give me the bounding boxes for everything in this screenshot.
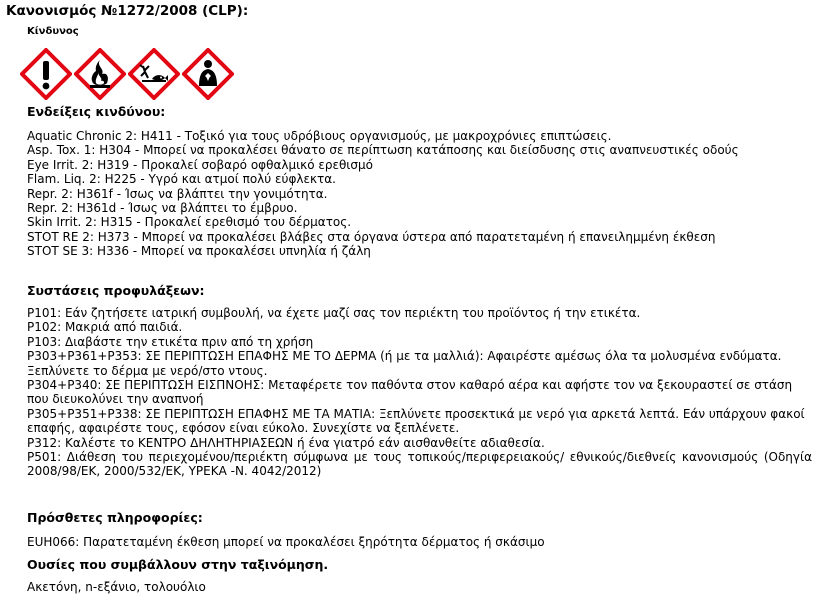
precaution-statement: P103: Διαβάστε την ετικέτα πριν από τη χρήση [27,334,314,349]
substances-heading: Ουσίες που συμβάλλουν στην ταξινόμηση. [27,557,329,572]
hazard-statement: Aquatic Chronic 2: H411 - Τοξικό για τους υδρόβιους οργανισμούς, με μακροχρόνιες επιπτώσεις. [27,129,612,143]
hazard-statement: STOT SE 3: H336 - Μπορεί να προκαλέσει υπνηλία ή ζάλη [27,244,371,259]
exclamation-mark-icon [20,48,72,100]
hazard-statement: Flam. Liq. 2: H225 - Υγρό και ατμοί πολύ εύφλεκτα. [27,172,336,187]
precaution-statement: P303+P361+P353: ΣΕ ΠΕΡΙΠΤΩΣΗ ΕΠΑΦΗΣ ΜΕ ΤΟ ΔΕΡΜΑ (ή με τα μαλλιά): Αφαιρέστε αμέσως όλα τα μολυσμένα ενδύματα. Ξεπλύνετε το δέρμα με νερό/στο ντους. [27,349,782,378]
precaution-statement: P304+P340: ΣΕ ΠΕΡΙΠΤΩΣΗ ΕΙΣΠΝΟΗΣ: Μεταφέρετε τον παθόντα στον καθαρό αέρα και αφήστε τον να ξεκουραστεί σε στάση που διευκολύνει την αναπνοή [27,378,793,407]
precaution-statement: P102: Μακριά από παιδιά. [27,320,183,335]
substances [27,580,812,594]
precaution-heading: Συστάσεις προφυλάξεων: [27,283,205,298]
regulation-title: Κανονισμός №1272/2008 (CLP): [6,3,249,19]
hazard-statements [27,129,812,259]
hazard-statement: Repr. 2: H361d - Ίσως να βλάπτει το έμβρυο. [27,201,298,216]
hazard-statement: STOT RE 2: H373 - Μπορεί να προκαλέσει βλάβες στα όργανα ύστερα από παρατεταμένη ή επανειλημμένη έκθεση [27,229,716,244]
additional-info-heading: Πρόσθετες πληροφορίες: [27,510,203,525]
precaution-statements [27,306,812,479]
hazard-statement: Asp. Tox. 1: H304 - Μπορεί να προκαλέσει θάνατο σε περίπτωση κατάποσης και διείσδυσης στις αναπνευστικές οδούς [27,143,739,158]
hazard-statement: Skin Irrit. 2: H315 - Προκαλεί ερεθισμό του δέρματος. [27,215,352,230]
euh-statement: EUH066: Παρατεταμένη έκθεση μπορεί να προκαλέσει ξηρότητα δέρματος ή σκάσιμο [27,535,545,549]
hazard-heading: Ενδείξεις κινδύνου: [27,104,166,119]
hazard-statement: Repr. 2: H361f - Ίσως να βλάπτει την γονιμότητα. [27,186,328,201]
precaution-statement: P101: Εάν ζητήσετε ιατρική συμβουλή, να έχετε μαζί σας τον περιέκτη του προϊόντος ή την ετικέτα. [27,306,641,320]
additional-info [27,535,812,549]
environment-icon [128,48,180,100]
precaution-statement: P501: Διάθεση του περιεχομένου/περιέκτη σύμφωνα με τους τοπικούς/περιφερειακούς/ εθνικούς/διεθνείς κανονισμούς (Οδηγία 2008/98/ΕΚ, 2000/532/ΕΚ, ΥΡΕΚΑ -N. 4042/2012) [27,450,812,479]
signal-word: Κίνδυνος [27,26,79,37]
flame-icon [74,48,126,100]
precaution-statement: P312: Καλέστε το ΚΕΝΤΡΟ ΔΗΛΗΤΗΡΙΑΣΕΩΝ ή ένα γιατρό εάν αισθανθείτε αδιαθεσία. [27,435,545,450]
health-hazard-icon [182,48,234,100]
ghs-pictograms [20,48,234,100]
hazard-statement: Eye Irrit. 2: H319 - Προκαλεί σοβαρό οφθαλμικό ερεθισμό [27,157,373,172]
substances-list: Ακετόνη, n-εξάνιο, τολουόλιο [27,580,206,594]
precaution-statement: P305+P351+P338: ΣΕ ΠΕΡΙΠΤΩΣΗ ΕΠΑΦΗΣ ΜΕ ΤΑ ΜΑΤΙΑ: Ξεπλύνετε προσεκτικά με νερό για αρκετά λεπτά. Εάν υπάρχουν φακοί επαφής, αφαιρέστε τους, εφόσον είναι εύκολο. Συνεχίστε να ξεπλένετε. [27,406,805,436]
